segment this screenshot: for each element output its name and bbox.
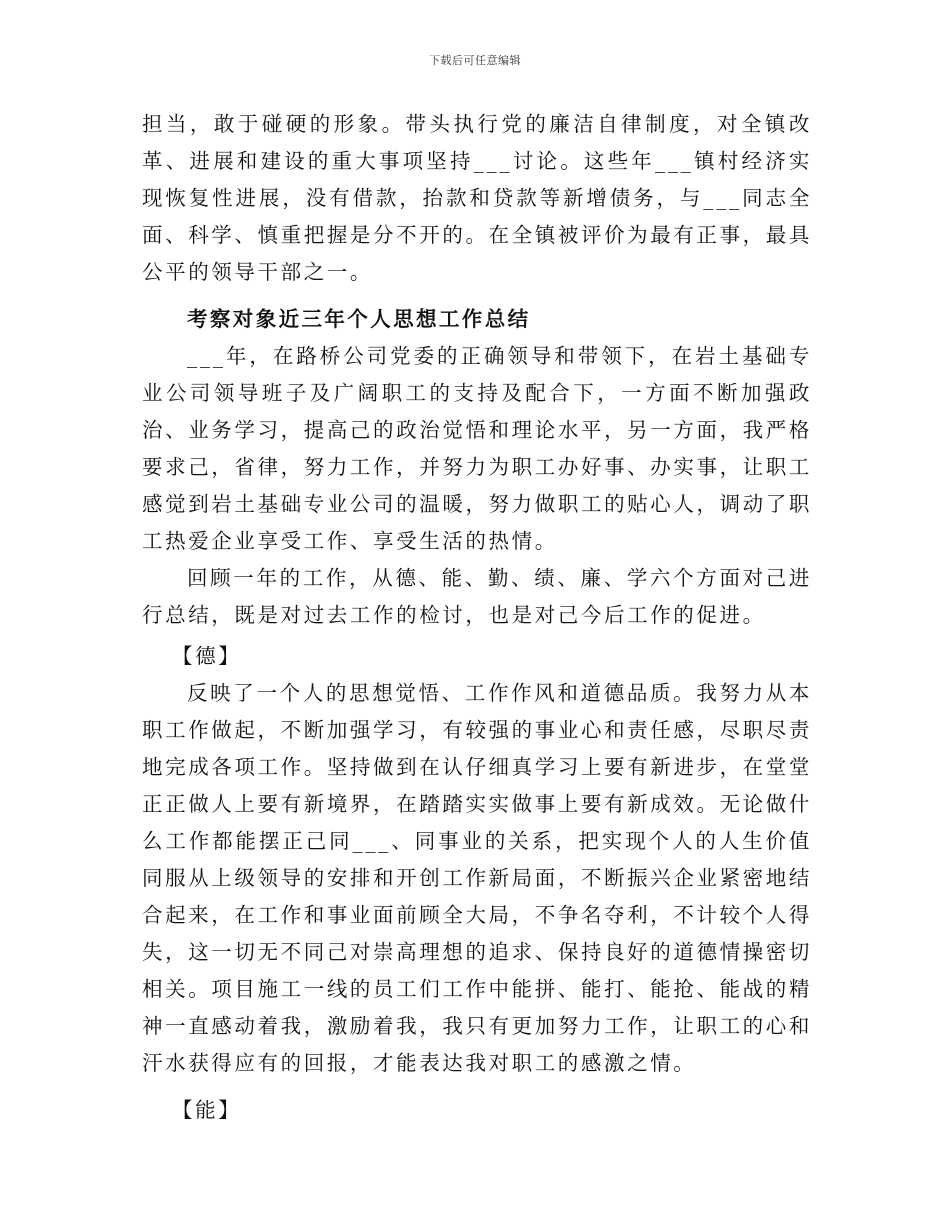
subsection-neng: 【能】 — [172, 1098, 242, 1122]
paragraph-review: 回顾一年的工作，从德、能、勤、绩、廉、学六个方面对己进行总结，既是对过去工作的检讨，也是对己今后工作的促进。 — [142, 566, 812, 627]
paragraph-intro: ___年，在路桥公司党委的正确领导和带领下，在岩土基础专业公司领导班子及广阔职工的支持及配合下，一方面不断加强政治、业务学习，提高己的政治觉悟和理论水平，另一方面，我严格要求己，省律，努力工作，并努力为职工办好事、办实事，让职工感觉到岩土基础专业公司的温暖，努力做职工的贴心人，调动了职工热爱企业享受工作、享受生活的热情。 — [142, 344, 812, 553]
document-body — [142, 106, 812, 1129]
subsection-de: 【德】 — [172, 644, 242, 668]
page-header: 下载后可任意编辑 — [429, 54, 521, 67]
paragraph-continuation: 担当，敢于碰硬的形象。带头执行党的廉洁自律制度，对全镇改革、进展和建设的重大事项坚持___讨论。这些年___镇村经济实现恢复性进展，没有借款，抬款和贷款等新增债务，与___同志全面、科学、慎重把握是分不开的。在全镇被评价为最有正事，最具公平的领导干部之一。 — [142, 112, 812, 284]
paragraph-de: 反映了一个人的思想觉悟、工作作风和道德品质。我努力从本职工作做起，不断加强学习，有较强的事业心和责任感，尽职尽责地完成各项工作。坚持做到在认仔细真学习上要有新进步，在堂堂正正做人上要有新境界，在踏踏实实做事上要有新成效。无论做什么工作都能摆正己同___、同事业的关系，把实现个人的人生价值同服从上级领导的安排和开创工作新局面，不断振兴企业紧密地结合起来，在工作和事业面前顾全大局，不争名夺利，不计较个人得失，这一切无不同己对崇高理想的追求、保持良好的道德情操密切相关。项目施工一线的员工们工作中能拼、能打、能抢、能战的精神一直感动着我，激励着我，我只有更加努力工作，让职工的心和汗水获得应有的回报，才能表达我对职工的感激之情。 — [142, 681, 812, 1075]
section-heading: 考察对象近三年个人思想工作总结 — [187, 307, 531, 331]
